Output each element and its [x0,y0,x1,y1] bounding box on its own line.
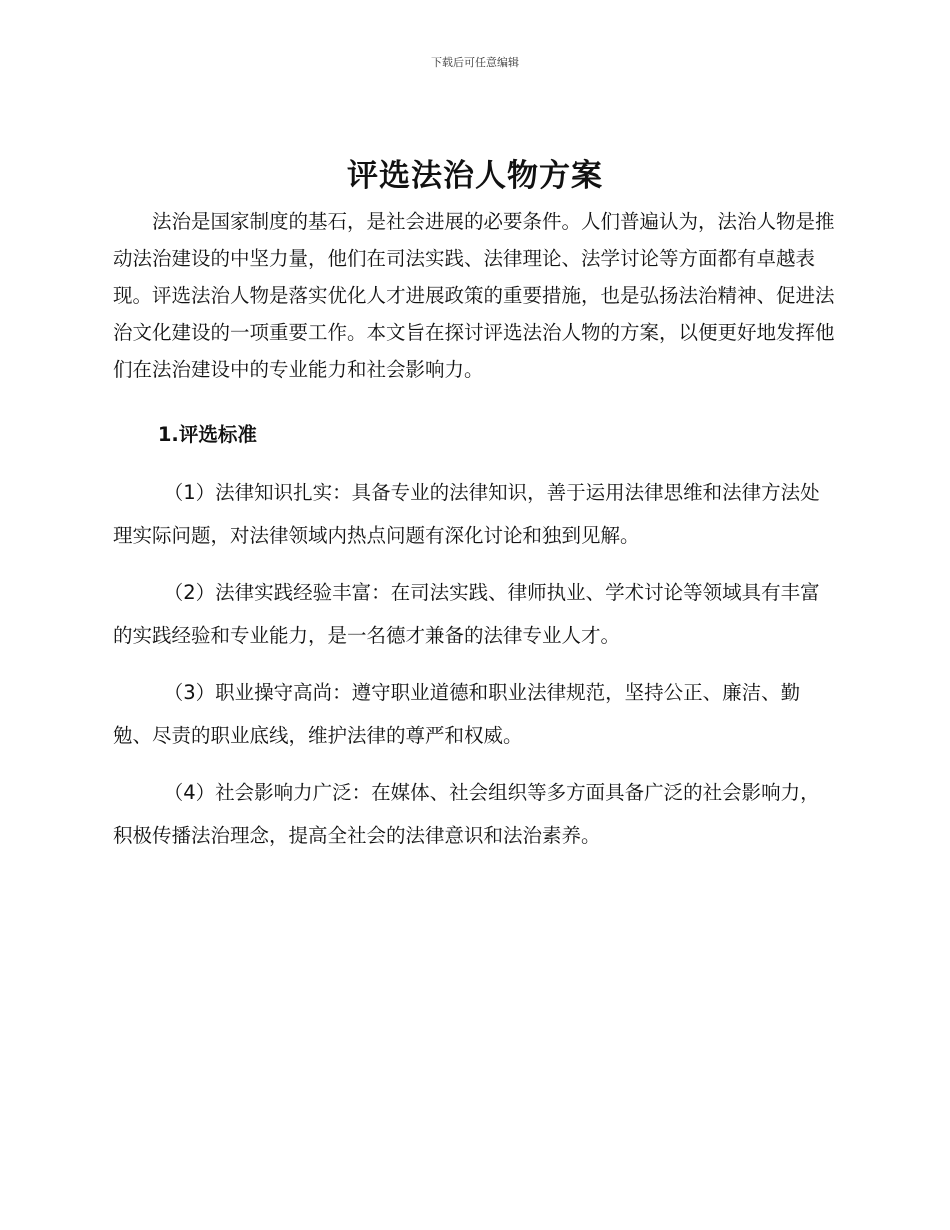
criteria-item: （3）职业操守高尚：遵守职业道德和职业法律规范，坚持公正、廉洁、勤勉、尽责的职业底线，维护法律的尊严和权威。 [113,681,801,747]
criteria-item: （1）法律知识扎实：具备专业的法律知识，善于运用法律思维和法律方法处理实际问题，对法律领域内热点问题有深化讨论和独到见解。 [113,481,820,547]
document-body [113,203,835,857]
criteria-item: （2）法律实践经验丰富：在司法实践、律师执业、学术讨论等领域具有丰富的实践经验和专业能力，是一名德才兼备的法律专业人才。 [113,581,820,647]
header-note: 下载后可任意编辑 [431,56,519,69]
section-heading: 1.评选标准 [157,423,257,446]
document-title: 评选法治人物方案 [347,158,603,194]
intro-paragraph: 法治是国家制度的基石，是社会进展的必要条件。人们普遍认为，法治人物是推动法治建设的中坚力量，他们在司法实践、法律理论、法学讨论等方面都有卓越表现。评选法治人物是落实优化人才进展政策的重要措施，也是弘扬法治精神、促进法治文化建设的一项重要工作。本文旨在探讨评选法治人物的方案，以便更好地发挥他们在法治建设中的专业能力和社会影响力。 [113,210,835,381]
criteria-item: （4）社会影响力广泛：在媒体、社会组织等多方面具备广泛的社会影响力，积极传播法治理念，提高全社会的法律意识和法治素养。 [113,781,820,847]
